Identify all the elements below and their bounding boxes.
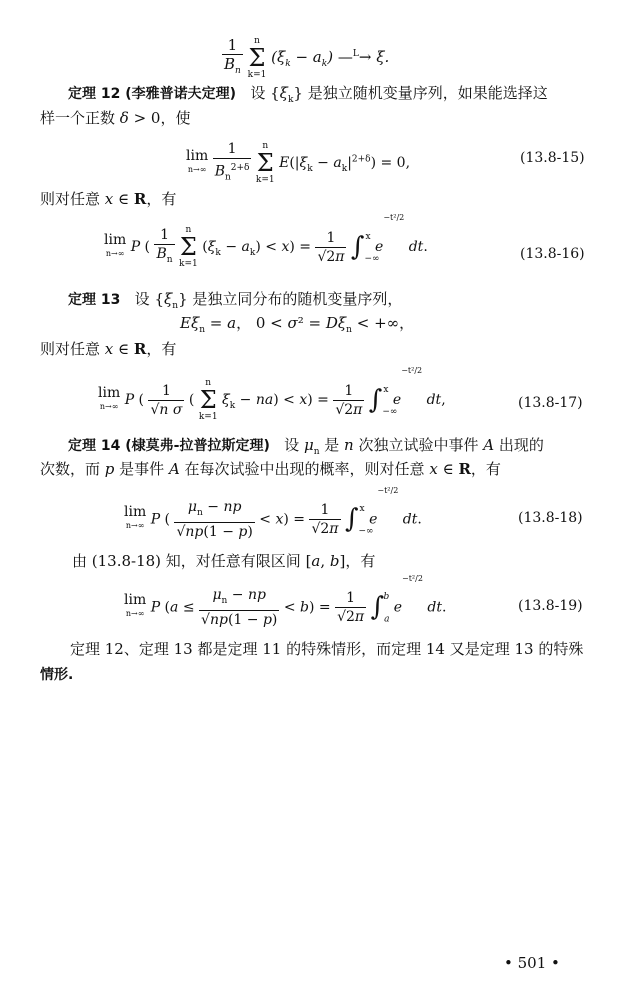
equation-tag: (13.8-17) xyxy=(518,395,583,411)
page-number: • 501 • xyxy=(504,954,560,972)
equation-tag: (13.8-19) xyxy=(518,598,583,614)
equation-13-8-19: lim n→∞ P (a ≤ $\frac{\mu_n - np}{√np(1 - p)}$ < b) = $\frac{1}{√2\pi}$ $\int_a^b$ $e^{-t^2/2}$ dt. xyxy=(124,574,447,628)
theorem14-text-1: 设 $\mu_n$ 是 n 次独立试验中事件 A 出现的 xyxy=(274,436,544,457)
from-text: 由 (13.8-18) 知，对任意有限区间 [a, b]，有 xyxy=(72,552,376,570)
theorem12-text-1: 设 $\{\xi_k\}$ 是独立随机变量序列，如果能选择这 xyxy=(240,84,548,105)
then-text-1: 则对任意 x ∈ R，有 xyxy=(40,190,177,208)
theorem12-title: 定理 12 (李雅普诺夫定理) xyxy=(68,86,237,102)
formula-top: $\frac{1}{B_n}$ n Σ k=1 $(\xi_k - a_k)$ —$^L$→ ξ. xyxy=(224,36,390,80)
equation-13-8-18: lim n→∞ P ( $\frac{\mu_n - np}{√np(1 - p)}$ < x) = $\frac{1}{√2\pi}$ $\int_{-\infty}^x$ $e^{-t^2/2}$ dt. xyxy=(124,486,422,540)
equation-tag: (13.8-16) xyxy=(520,246,585,262)
then-text-2: 则对任意 x ∈ R，有 xyxy=(40,340,177,358)
theorem14-text-2: 次数，而 p 是事件 A 在每次试验中出现的概率，则对任意 x ∈ R，有 xyxy=(40,460,501,478)
theorem13-title: 定理 13 xyxy=(68,292,121,308)
equation-13-8-16: lim n→∞ P ( $\frac{1}{B_n}$ n Σ k=1 $(\xi_k - a_k) < x$) = $\frac{1}{√2\pi}$ $\int_{-\infty}^x$ $e^{-t^2/2}$ dt. xyxy=(104,213,428,269)
equation-13-8-17: lim n→∞ P ( $\frac{1}{\text{√n σ}}$ ( n Σ k=1 $\xi_k - na) < x$) = $\frac{1}{√2\pi}$ $\int_{-\infty}^x$ $e^{-t^2/2}$ dt, xyxy=(98,366,446,422)
theorem12-text-2: 样一个正数 δ > 0，使 xyxy=(40,109,191,127)
theorem13-text: 设 $\{\xi_n\}$ 是独立同分布的随机变量序列， xyxy=(125,290,403,311)
theorem14-title: 定理 14 (棣莫弗-拉普拉斯定理) xyxy=(68,438,270,454)
closing-text-2: 情形. xyxy=(40,667,74,683)
equation-13-8-15: lim n→∞ $\frac{1}{B_n^{2+\delta}}$ n Σ k=1 $E(|\xi_k - a_k|^{2+\delta}) = 0$, xyxy=(186,141,411,186)
theorem13-cond: $E\xi_n = a$， $0 < \sigma^2 = D\xi_n$ < +∞， xyxy=(180,314,415,335)
equation-tag: (13.8-18) xyxy=(518,510,583,526)
closing-text-1: 定理 12、定理 13 都是定理 11 的特殊情形，而定理 14 又是定理 13 的特殊 xyxy=(70,640,584,658)
equation-tag: (13.8-15) xyxy=(520,150,585,166)
